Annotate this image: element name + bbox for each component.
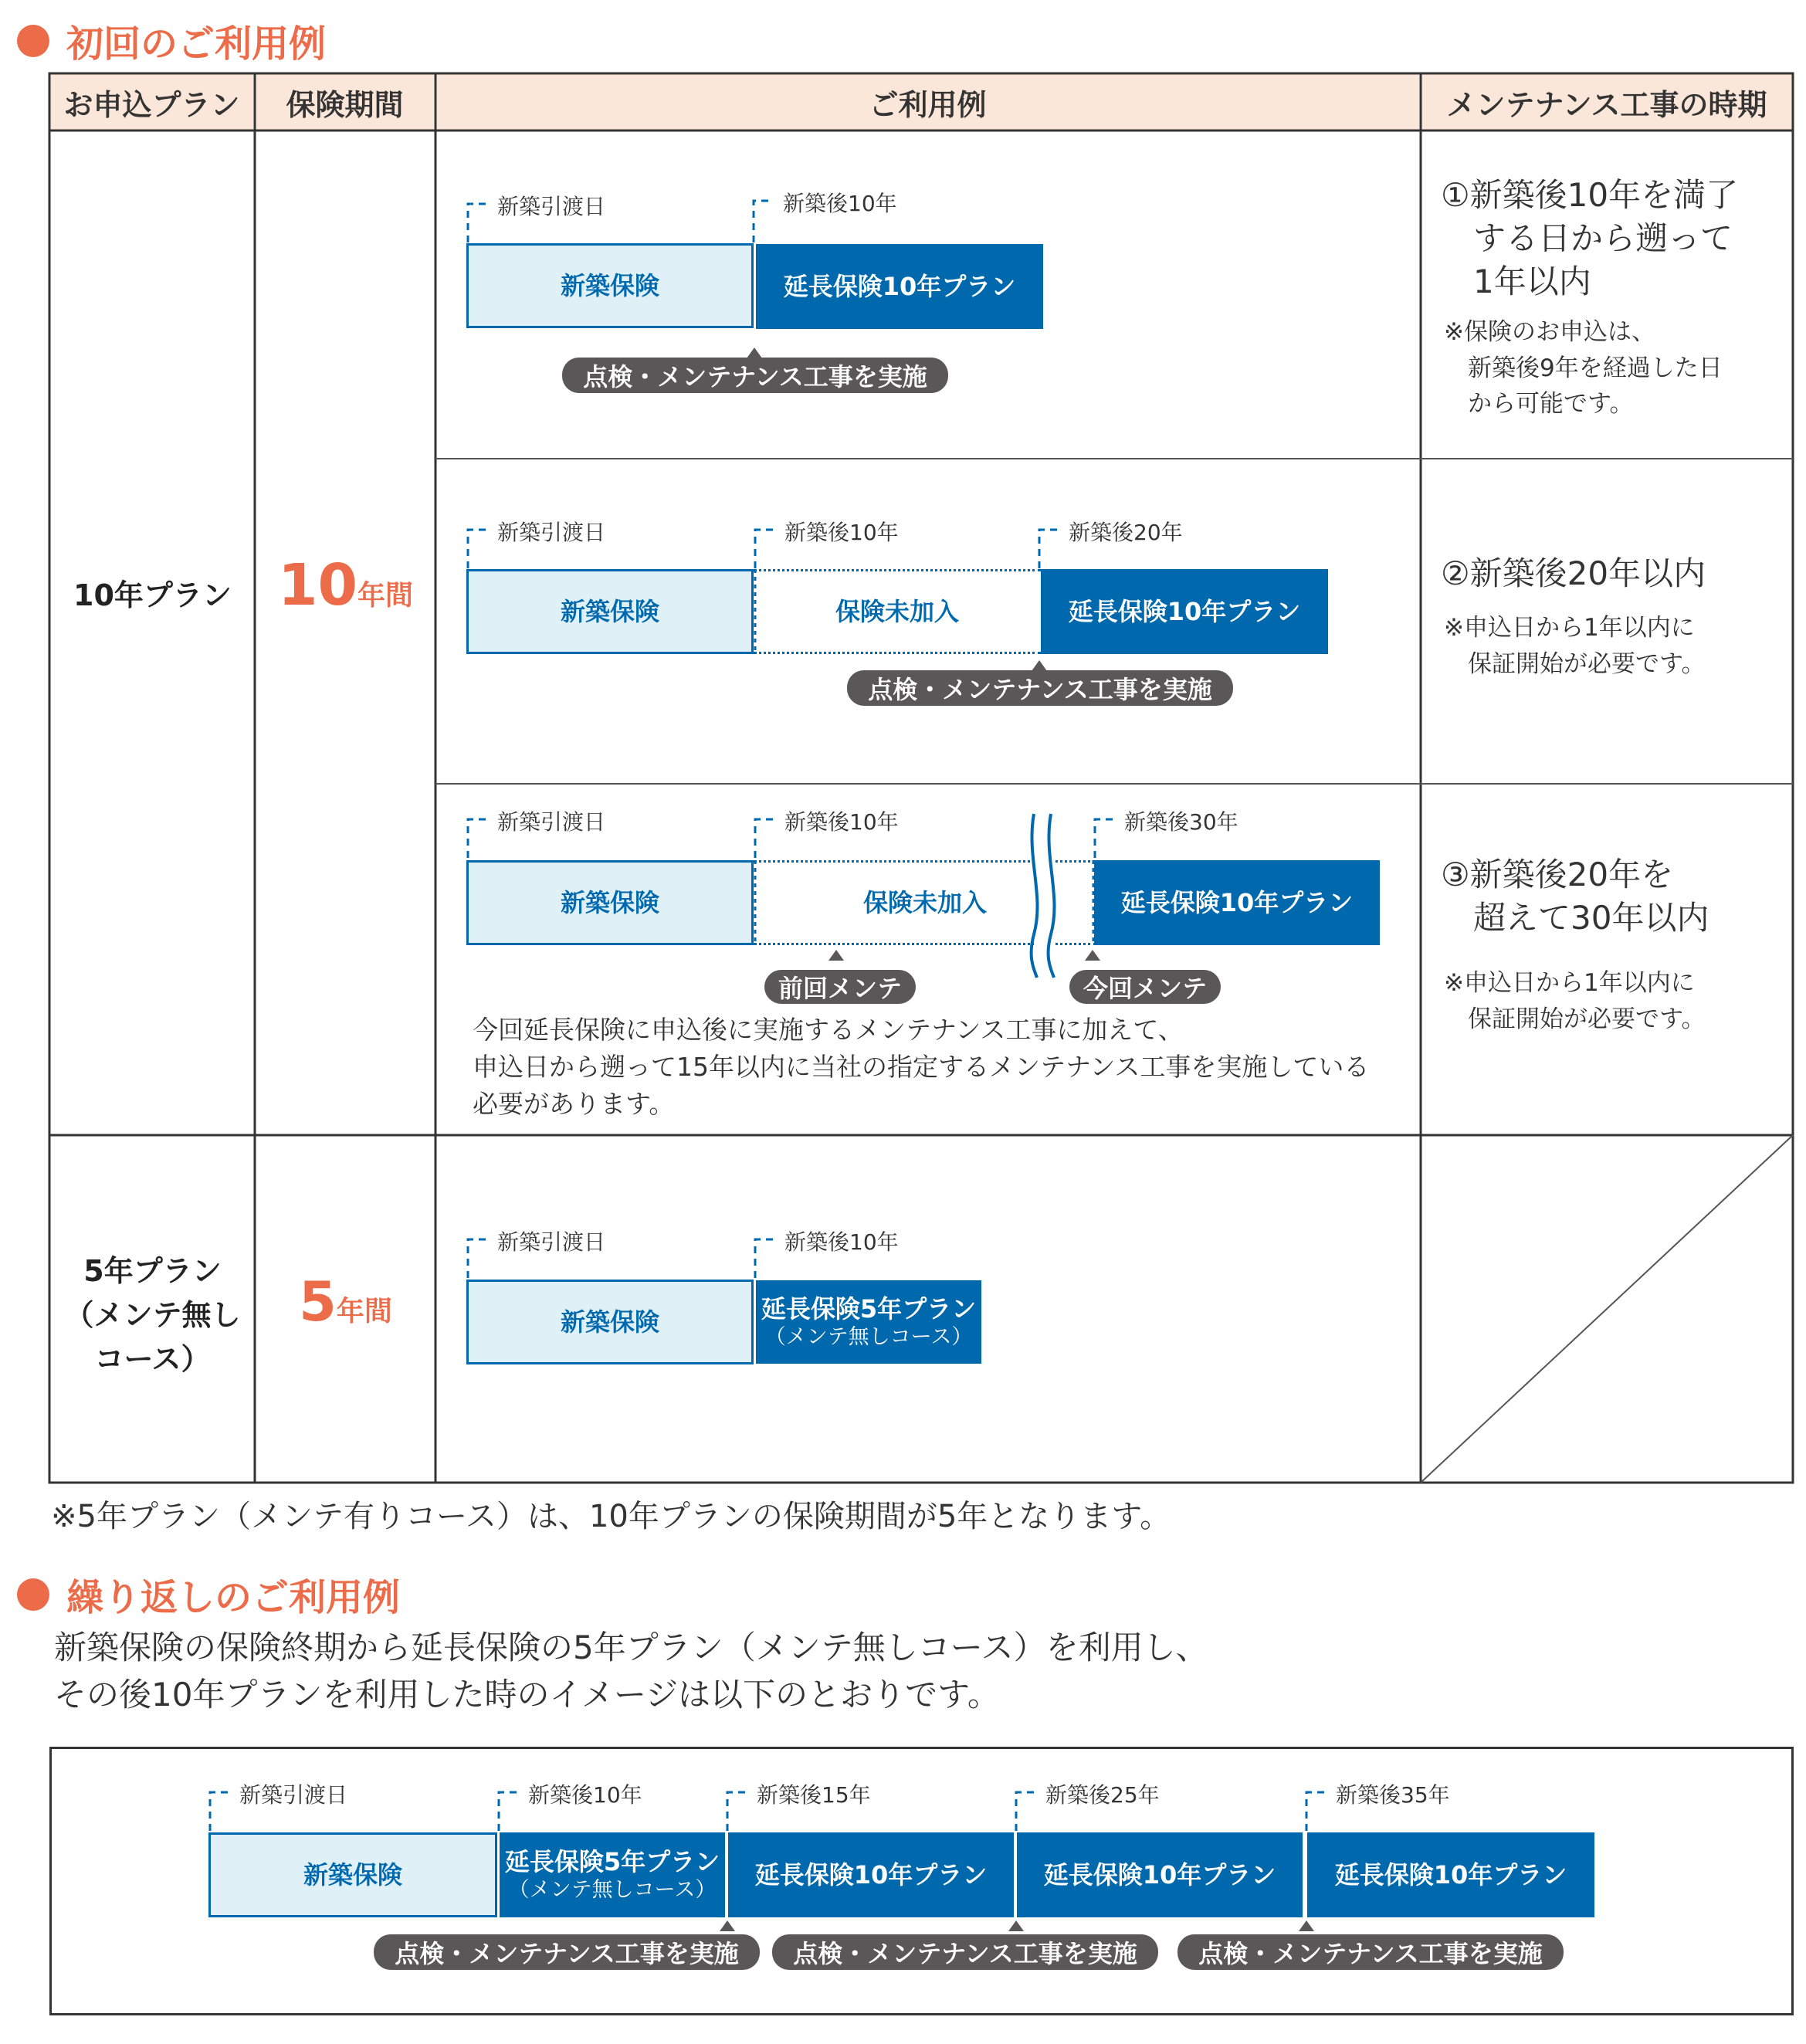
bar-new-insurance: 新築保険	[466, 569, 754, 654]
period-10-number: 10	[278, 552, 357, 619]
section-title-repeat-use	[17, 1568, 400, 1621]
bar-ext-5: 延長保険5年プラン （メンテ無しコース）	[500, 1832, 725, 1917]
period-10-unit: 年間	[357, 580, 413, 612]
dotted-divider	[751, 860, 760, 947]
dotted-divider	[1038, 569, 1047, 656]
bar-ext-10: 延長保険10年プラン	[756, 244, 1043, 329]
bar-new-insurance: 新築保険	[466, 860, 754, 945]
bar-ext-10: 延長保険10年プラン	[1041, 569, 1328, 654]
plan-5-line: 5年プラン	[83, 1254, 222, 1288]
plan-5-line: （メンテ無し	[64, 1298, 241, 1332]
header-plan: お申込プラン	[50, 74, 253, 130]
bar-ext-10: 延長保険10年プラン	[1017, 1832, 1303, 1917]
row3-note-line: 必要があります。	[473, 1088, 675, 1119]
plan-5-line: コース）	[94, 1342, 211, 1376]
plan-10-label: 10年プラン	[73, 578, 232, 612]
maint-1-title: ①新築後10年を満了 する日から遡って 1年以内	[1441, 176, 1739, 300]
pill-inspection: 点検・メンテナンス工事を実施	[1177, 1934, 1564, 1970]
pill-previous-maint: 前回メンテ	[764, 970, 916, 1004]
pill-inspection: 点検・メンテナンス工事を実施	[562, 358, 948, 393]
period-5-unit: 年間	[336, 1296, 392, 1327]
pill-inspection: 点検・メンテナンス工事を実施	[772, 1934, 1158, 1970]
pill-inspection: 点検・メンテナンス工事を実施	[847, 670, 1233, 706]
maint-3-title: ③新築後20年を 超えて30年以内	[1441, 856, 1709, 937]
pill-pointer	[1299, 1920, 1314, 1931]
footnote: ※5年プラン（メンテ有りコース）は、10年プランの保険期間が5年となります。	[51, 1499, 1171, 1534]
pill-pointer	[1008, 1920, 1024, 1931]
header-period: 保険期間	[256, 74, 434, 130]
maint-1-note: ※保険のお申込は、 新築後9年を経過した日 から可能です。	[1444, 318, 1723, 418]
bar-ext-10: 延長保険10年プラン	[1307, 1832, 1594, 1917]
break-mark-icon	[1023, 811, 1069, 981]
row3-note	[473, 1012, 1369, 1123]
row3-note-line: 申込日から遡って15年以内に当社の指定するメンテナンス工事を実施している	[473, 1051, 1370, 1082]
header-maintenance-timing: メンテナンス工事の時期	[1421, 74, 1792, 130]
pill-pointer	[1032, 660, 1047, 671]
maint-2-note: ※申込日から1年以内に 保証開始が必要です。	[1444, 614, 1706, 678]
pill-pointer	[747, 347, 762, 358]
bar-not-joined: 保険未加入	[754, 569, 1041, 654]
pill-pointer	[720, 1920, 735, 1931]
plan-5-label	[54, 1249, 251, 1381]
bullet-icon	[17, 1578, 49, 1611]
pill-pointer	[828, 950, 844, 961]
pill-inspection: 点検・メンテナンス工事を実施	[374, 1934, 760, 1970]
bar-new-insurance: 新築保険	[466, 1280, 754, 1364]
dotted-divider	[1089, 860, 1098, 947]
section2-description: 新築保険の保険終期から延長保険の5年プラン（メンテ無しコース）を利用し、 その後10年プランを利用した時のイメージは以下のとおりです。	[54, 1629, 1208, 1714]
section-title-text: 繰り返しのご利用例	[66, 1576, 401, 1619]
bar-new-insurance: 新築保険	[466, 243, 754, 328]
section-title-text: 初回のご利用例	[66, 22, 327, 66]
period-5-number: 5	[299, 1270, 337, 1334]
bar-ext-10: 延長保険10年プラン	[728, 1832, 1014, 1917]
header-example: ご利用例	[436, 74, 1419, 130]
pill-this-maint: 今回メンテ	[1069, 970, 1221, 1004]
bar-ext-5: 延長保険5年プラン （メンテ無しコース）	[756, 1280, 981, 1364]
bar-new-insurance: 新築保険	[208, 1832, 497, 1917]
bar-not-joined: 保険未加入	[754, 860, 1096, 945]
pill-pointer	[1085, 950, 1100, 961]
bar-ext-10: 延長保険10年プラン	[1094, 860, 1380, 945]
row3-note-line: 今回延長保険に申込後に実施するメンテナンス工事に加えて、	[473, 1015, 1184, 1045]
period-10-years	[259, 552, 432, 619]
maint-3-note: ※申込日から1年以内に 保証開始が必要です。	[1444, 969, 1706, 1033]
period-5-years	[259, 1270, 432, 1334]
maint-2-title: ②新築後20年以内	[1441, 554, 1706, 592]
dotted-divider	[751, 569, 760, 656]
